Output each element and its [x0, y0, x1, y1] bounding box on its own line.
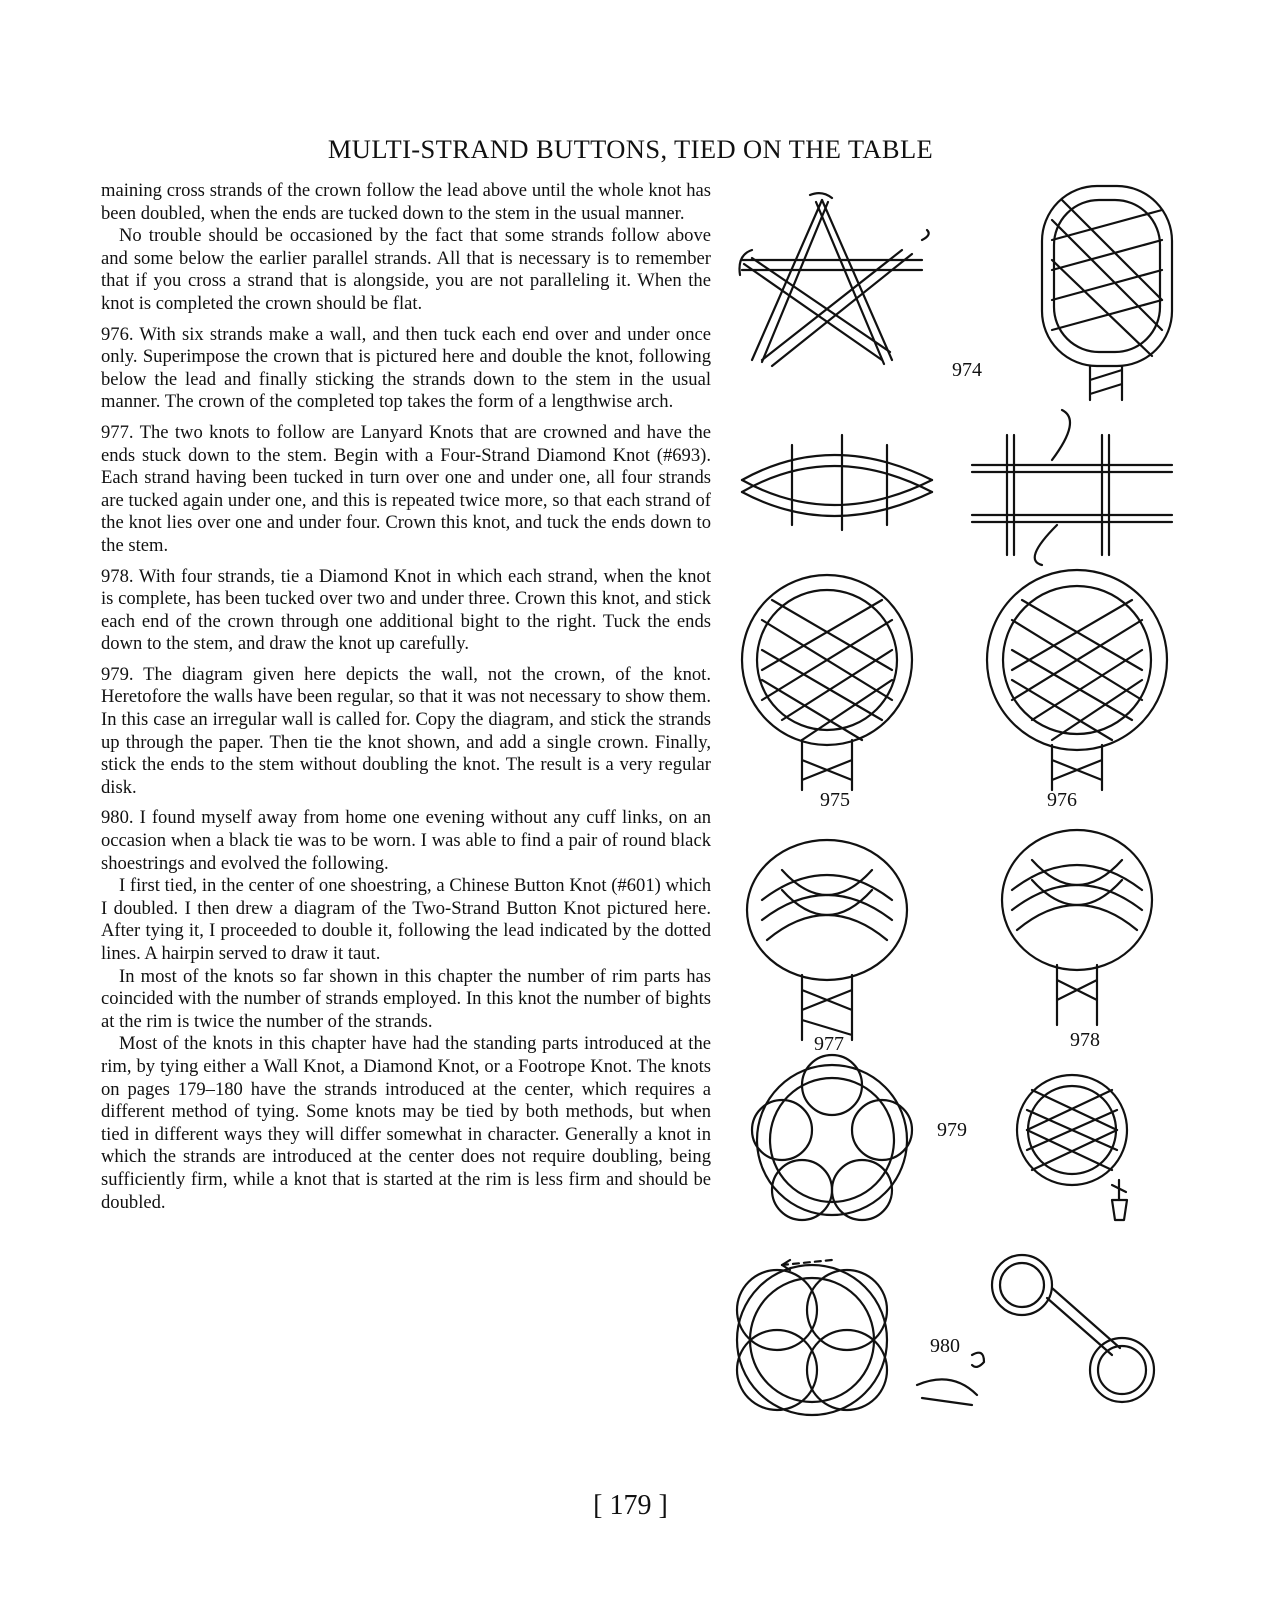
knot-illustrations: [722, 180, 1192, 1440]
fig-974-star-diagram: [740, 193, 929, 366]
figure-labels: [814, 359, 1100, 1357]
fig-980-diagram: [737, 1260, 887, 1415]
figure-label-974: 974: [952, 359, 982, 381]
paragraph-977: 977. The two knots to follow are Lanyard Knots that are crowned and have the ends stuck down to the stem. Begin with a Four-Strand Diamond Knot (#693). Each strand having been tucked in turn over one and under one, all four strands are tucked again under one, and this is repeated twice more, so that each strand of the knot lies over one and under four. Crown this knot, and tuck the ends down to the stem.: [101, 421, 711, 556]
page-number: [ 179 ]: [593, 1490, 668, 1521]
fig-976-knot: [987, 570, 1167, 790]
body-text: [101, 180, 711, 1214]
page-title: MULTI-STRAND BUTTONS, TIED ON THE TABLE: [327, 134, 934, 164]
fig-979-diagram: [752, 1055, 912, 1220]
fig-974-knot: [1042, 186, 1172, 400]
paragraph-continuation: maining cross strands of the crown follow the lead above until the whole knot has been doubled, when the ends are tucked down to the stem in the usual manner.: [101, 180, 711, 224]
fig-977-knot: [747, 840, 907, 1040]
paragraph-note: No trouble should be occasioned by the fact that some strands follow above and some below the earlier parallel strands. All that is necessary is to remember that if you cross a strand that is alongside, you are not paralleling it. When the knot is completed the crown should be flat.: [101, 225, 711, 314]
figure-label-980: 980: [930, 1335, 960, 1357]
paragraph-980-rim: In most of the knots so far shown in this chapter the number of rim parts has coincided with the number of strands employed. In this knot the number of bights at the rim is twice the number of the strands.: [101, 965, 711, 1032]
fig-976-diagram: [972, 410, 1172, 565]
figure-column: [722, 180, 1192, 1440]
fig-979-knot: [1017, 1075, 1127, 1185]
paragraph-980: 980. I found myself away from home one evening without any cuff links, on an occasion when a black tie was to be worn. I was able to find a pair of round black shoestrings and evolved the following.: [101, 807, 711, 874]
paragraph-976: 976. With six strands make a wall, and then tuck each end over and under once only. Superimpose the crown that is pictured here and double the knot, following below the lead and finally sticking the strands down to the stem in the usual manner. The crown of the completed top takes the form of a lengthwise arch.: [101, 323, 711, 413]
figure-label-979: 979: [937, 1119, 967, 1141]
fig-980-cuff-link: [917, 1180, 1154, 1405]
paragraph-980-method: I first tied, in the center of one shoestring, a Chinese Button Knot (#601) which I doubled. I then drew a diagram of the Two-Strand Button Knot pictured here. After tying it, I proceeded to double it, following the lead indicated by the dotted lines. A hairpin served to draw it taut.: [101, 875, 711, 964]
figure-label-976: 976: [1047, 789, 1077, 811]
paragraph-979: 979. The diagram given here depicts the wall, not the crown, of the knot. Heretofore the walls have been regular, so that it was not necessary to show them. In this case an irregular wall is called for. Copy the diagram, and stick the strands up through the paper. Then tie the knot shown, and add a single crown. Finally, stick the ends to the stem without doubling the knot. The result is a very regular disk.: [101, 663, 711, 798]
figure-label-978: 978: [1070, 1029, 1100, 1051]
paragraph-980-center: Most of the knots in this chapter have had the standing parts introduced at the rim, by tying either a Wall Knot, a Diamond Knot, or a Footrope Knot. The knots on pages 179–180 have the strands introduced at the center, which requires a different method of tying. Some knots may be tied by both methods, but when tied in different ways they will differ somewhat in character. Generally a knot in which the strands are introduced at the center does not require doubling, being sufficiently firm, while a knot that is started at the rim is less firm and should be doubled.: [101, 1033, 711, 1213]
fig-975-knot: [742, 575, 912, 790]
fig-975-diagram: [742, 435, 932, 530]
paragraph-978: 978. With four strands, tie a Diamond Knot in which each strand, when the knot is complete, has been tucked over two and under three. Crown this knot, and stick each end of the crown through one additional bight to the right. Tuck the ends down to the stem, and draw the knot up carefully.: [101, 565, 711, 655]
figure-label-977: 977: [814, 1033, 844, 1055]
figure-label-975: 975: [820, 789, 850, 811]
fig-978-knot: [1002, 830, 1152, 1025]
